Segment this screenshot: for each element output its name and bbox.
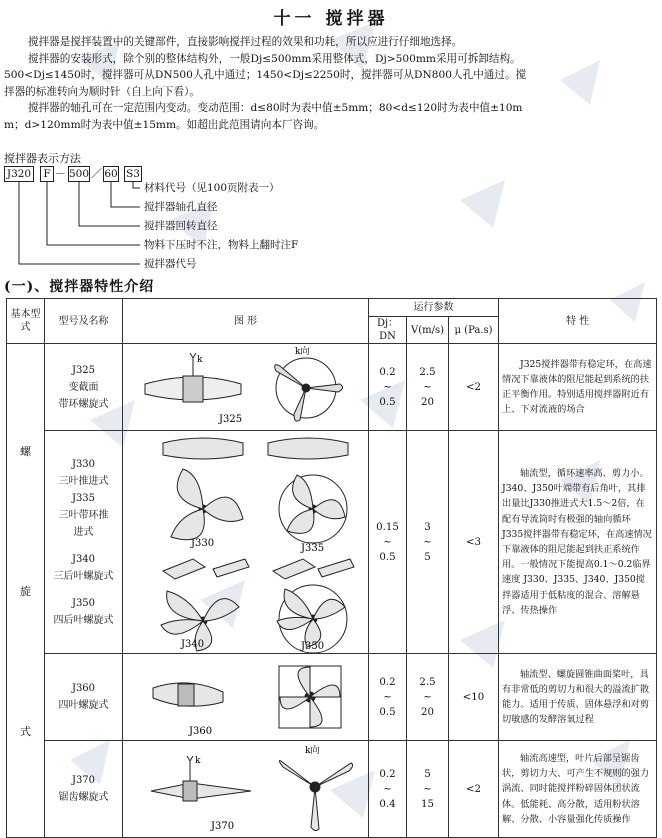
section-title: (一)、搅拌器特性介绍 [4,279,155,295]
intro-paragraph-2-line-2: 500<Dj≤1450时，搅拌器可从DN500人孔中通过；1450<Dj≤2250时，搅拌器可从DN800人孔中通过。搅 [4,69,527,81]
v-cell [407,741,449,838]
type-char-1: 螺 [20,444,31,458]
fig-label-model: J370 [211,821,235,832]
model-code: J360 [71,683,96,694]
model-code: J325 [71,364,96,376]
figure-j330-j350 [123,431,369,654]
v-cell [407,344,449,431]
header-basic-type: 基本型式 [7,299,45,344]
v-min: 2.5 [419,676,436,688]
code-box-flip: F [40,166,54,182]
page-title: 十一 搅拌器 [273,9,389,29]
dj-cell [369,741,407,838]
mu-cell: <2 [449,344,499,431]
model-name-line: 锯齿螺旋式 [58,792,109,803]
dj-sep: ~ [383,536,392,548]
model-name-line: 变截面 [68,381,99,393]
header-dj: Dj：DN [369,317,407,344]
v-min: 3 [424,521,431,533]
model-name-line: 进式 [73,526,94,538]
header-op-params: 运行参数 [369,299,499,317]
legend-material: 材料代号（见100页附表一） [144,182,280,194]
v-max: 20 [421,396,434,408]
code-box-material: S3 [124,166,142,182]
fig-label-model: J325 [219,414,243,425]
table-row [7,344,657,431]
v-min: 5 [424,768,431,780]
model-name-line: 三叶带环推 [58,509,109,521]
mu-cell: <3 [449,431,499,654]
table-row [7,741,657,838]
header-feature: 特 性 [499,299,657,344]
table-row [7,654,657,741]
v-max: 5 [424,551,431,563]
model-cell-j330 [45,431,123,654]
intro-paragraph-3-line-1: 搅拌器的轴孔可在一定范围内变动。变动范围：d≤80时为表中值±5mm；80<d≤120时为表中值±10m [28,102,523,114]
impeller-drawing [123,431,369,653]
feature-cell: J325搅拌器带有稳定环，在高速情况下靠液体的阻尼能起到系统的扶正平衡作用。特别适用搅拌器附近有上、下对流液的场合 [499,344,657,431]
mu-cell: <2 [449,741,499,838]
feature-cell: 轴流高速型，叶片后部呈锯齿状，剪切力大、可产生不规则的强力涡流、同时能搅拌粉碎固体团状流体。低能耗、高分散，适用粉状溶解、分散、小容量强化传质操作 [499,741,657,838]
type-cell [7,344,45,838]
dj-max: 0.5 [379,551,396,563]
model-code: J340 [71,553,96,565]
intro-paragraph-2-line-1: 搅拌器的安装形式，除个别的整体结构外，一般Dj≤500mm采用整体式，Dj>500mm采用可拆卸结构。 [28,52,521,65]
fig-label-j335: J335 [301,543,325,554]
header-v: V(m/s) [407,317,449,344]
fig-label-j340: J340 [181,639,205,650]
dj-max: 0.5 [379,706,396,718]
v-sep: ~ [423,691,432,703]
model-cell-j360 [45,654,123,741]
table-row [7,431,657,654]
v-min: 2.5 [419,366,436,378]
model-code: J350 [71,597,96,609]
fig-label-kview: k向 [305,746,320,756]
model-name-line: 三叶推进式 [58,475,109,487]
dj-min: 0.2 [379,768,396,780]
figure-j325 [123,344,369,431]
dj-min: 0.2 [379,366,396,378]
type-char-3: 式 [20,724,31,738]
model-cell-j370 [45,741,123,838]
model-code: J335 [71,492,96,504]
impeller-drawing [123,741,369,837]
type-char-2: 旋 [20,584,31,598]
fig-label-j360: J360 [189,726,213,737]
header-model-name: 型号及名称 [45,299,123,344]
dj-max: 0.5 [379,396,396,408]
header-figure: 图 形 [123,299,369,344]
model-code: J370 [71,775,96,786]
v-cell [407,431,449,654]
dj-min: 0.15 [376,521,399,533]
impeller-drawing [123,654,369,740]
dj-min: 0.2 [379,676,396,688]
intro-paragraph-2-line-3: 拌器的标准转向为顺时针（自上向下看）。 [4,85,200,98]
model-name-line: 四后叶螺旋式 [53,614,114,626]
code-box-bore: 60 [104,168,118,180]
intro-paragraph-3-line-2: m；d>120mm时为表中值±15mm。如超出此范围请向本厂咨询。 [4,118,325,131]
dj-sep: ~ [383,691,392,703]
model-code: J330 [71,458,96,470]
legend-diameter: 搅拌器回转直径 [144,220,218,232]
code-box-model: J320 [4,166,34,182]
intro-paragraph-1: 搅拌器是搅拌装置中的关键部件，直接影响搅拌过程的效果和功耗，所以应进行仔细地选择。 [28,36,463,48]
header-mu: μ (Pa.s) [449,317,499,344]
fig-label-j330: J330 [191,538,215,549]
mu-cell: <10 [449,654,499,741]
v-sep: ~ [423,536,432,548]
v-max: 20 [421,706,434,718]
legend-flip: 物料下压时不注，物料上翻时注F [144,239,299,251]
dj-cell [369,654,407,741]
dj-sep: ~ [383,381,392,393]
model-name-line: 三后叶螺旋式 [53,570,114,582]
v-sep: ~ [423,381,432,393]
feature-cell: 轴流型、螺旋圆锥曲面桨叶，具有非常低的剪切力和很大的溢流扩散能力。适用于传质、固体悬浮和对剪切敏感的发酵溶氧过程 [499,654,657,741]
fig-label-k: k [195,756,201,766]
notation-leader-lines [0,0,662,280]
dj-cell [369,431,407,654]
dj-max: 0.4 [379,798,396,810]
v-max: 15 [421,798,434,810]
dj-cell [369,344,407,431]
notation-heading: 搅拌器表示方法 [4,152,81,165]
model-name-line: 四叶螺旋式 [58,700,109,711]
model-name-line: 带环螺旋式 [58,398,109,410]
legend-bore: 搅拌器轴孔直径 [144,201,218,213]
spec-table [6,298,657,838]
legend-model: 搅拌器代号 [144,258,197,270]
v-sep: ~ [423,783,432,795]
code-box-diameter: 500 [69,168,90,180]
feature-cell: 轴流型，循环速率高、剪力小。J340、J350叶端带有后角叶，其排出量比J330推进式大1.5～2倍，在配有导流筒时有极强的轴向循环 J335搅拌器带有稳定环，在高速情况下靠液体的阻尼能起到扶正系统作用。一般情况下能提高0.1～0.2临界速度 J330、J335、J340、J350搅拌器适用于低粘度的混合、溶解悬浮、传热操作 [499,431,657,654]
v-cell [407,654,449,741]
figure-j360 [123,654,369,741]
fig-label-j350: J350 [301,641,325,652]
dj-sep: ~ [383,783,392,795]
code-dash: － [55,167,66,180]
code-slash: ／ [91,167,102,180]
impeller-drawing [123,344,369,430]
fig-label-kview: k向 [295,347,310,357]
fig-label-k: k [197,355,203,365]
figure-j370 [123,741,369,838]
model-cell-j325 [45,344,123,431]
